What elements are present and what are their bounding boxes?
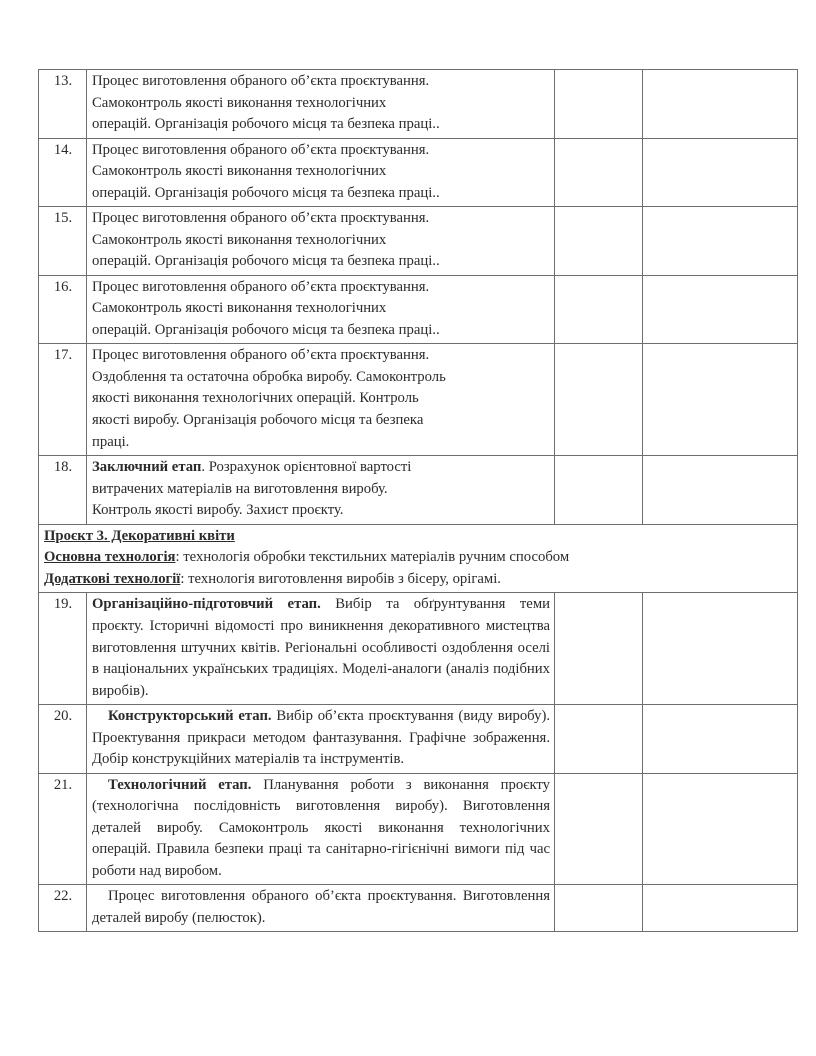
stage-label: Організаційно-підготовчий етап. [92,596,321,613]
row-empty-cell-c[interactable] [643,593,798,705]
desc-paragraph [92,706,550,771]
desc-text: Вибір та обґрунтування теми проєкту. Історичні відомості про виникнення декоративного мистецтва виготовлення штучних квітів. Регіональні особливості оздоблення оселі в національних українських традиціях. Моделі-аналоги (аналіз подібних виробів). [92,596,550,699]
desc-line: Процес виготовлення обраного об’єкта проєктування. [92,73,430,89]
desc-line: Процес виготовлення обраного об’єкта проєктування. [92,278,430,295]
row-empty-cell-b[interactable] [555,275,643,344]
row-number: 19. [39,593,87,705]
desc-line: Самоконтроль якості виконання технологічних [92,231,387,248]
row-empty-cell-b[interactable] [555,593,643,705]
row-empty-cell-c[interactable] [643,275,798,344]
main-technology-label: Основна технологія [44,549,176,566]
row-description [87,705,555,774]
main-technology-line [44,547,793,569]
row-empty-cell-b[interactable] [555,705,643,774]
row-empty-cell-c[interactable] [643,70,798,139]
row-empty-cell-c[interactable] [643,773,798,885]
row-empty-cell-b[interactable] [555,456,643,525]
row-empty-cell-b[interactable] [555,138,643,207]
row-description [87,885,555,932]
desc-line: Процес виготовлення обраного об’єкта проєктування. [92,210,430,227]
row-number: 14. [39,138,87,207]
table-row [39,70,798,139]
stage-label: Заключний етап [92,459,202,476]
row-description [87,138,555,207]
row-number: 17. [39,344,87,456]
row-empty-cell-c[interactable] [643,885,798,932]
desc-line: операцій. Організація робочого місця та безпека праці.. [92,321,440,338]
desc-line: Оздоблення та остаточна обробка виробу. Самоконтроль [92,368,446,385]
desc-paragraph [92,886,550,929]
row-description [87,456,555,525]
desc-line: операцій. Організація робочого місця та безпека праці.. [92,184,440,201]
table-row [39,275,798,344]
row-description [87,773,555,885]
row-description [87,344,555,456]
table-row [39,207,798,276]
row-empty-cell-c[interactable] [643,138,798,207]
section-title: Проєкт 3. Декоративні квіти [44,527,235,544]
stage-label: Технологічний етап. [108,776,252,793]
row-description [87,275,555,344]
row-description [87,593,555,705]
desc-line: операцій. Організація робочого місця та безпека праці.. [92,253,440,270]
main-technology-value: : технологія обробки текстильних матеріалів ручним способом [175,549,570,566]
desc-line: операцій. Організація робочого місця та безпека праці.. [92,116,440,133]
row-empty-cell-b[interactable] [555,773,643,885]
desc-line: витрачених матеріалів на виготовлення виробу. [92,480,388,497]
table-row [39,344,798,456]
desc-line: Процес виготовлення обраного об’єкта проєктування. [92,347,430,364]
table-row [39,456,798,525]
desc-line: Самоконтроль якості виконання технологічних [92,163,387,180]
row-number: 18. [39,456,87,525]
desc-text: Вибір об’єкта проєктування (виду виробу). Проектування прикраси методом фантазування. Графічне зображення. Добір конструкційних матеріалів та інструментів. [92,708,551,768]
desc-text: Процес виготовлення обраного об’єкта проєктування. Виготовлення деталей виробу (пелюсток). [92,888,550,926]
table-row [39,593,798,705]
extra-technology-line [44,569,793,591]
desc-line: якості виробу. Організація робочого місця та безпека [92,411,424,428]
desc-line: Процес виготовлення обраного об’єкта проєктування. [92,141,430,158]
table-row [39,138,798,207]
desc-line: Самоконтроль якості виконання технологічних [92,94,387,111]
row-description [87,207,555,276]
desc-line: Контроль якості виробу. Захист проєкту. [92,502,344,519]
row-empty-cell-b[interactable] [555,207,643,276]
row-empty-cell-c[interactable] [643,456,798,525]
table-row [39,773,798,885]
desc-line: праці. [92,433,130,450]
row-description [87,70,555,139]
row-empty-cell-c[interactable] [643,344,798,456]
section-header-row [39,524,798,593]
row-empty-cell-c[interactable] [643,207,798,276]
row-empty-cell-b[interactable] [555,70,643,139]
desc-text: Планування роботи з виконання проєкту (технологічна послідовність виготовлення виробу). Виготовлення деталей виробу. Самоконтроль якості виконання технологічних операцій. Правила безпеки праці та санітарно-гігієнічні вимоги під час роботи над виробом. [92,776,551,879]
row-number: 13. [39,70,87,139]
table-row [39,705,798,774]
row-number: 16. [39,275,87,344]
row-empty-cell-b[interactable] [555,885,643,932]
extra-technology-label: Додаткові технології [44,570,181,587]
row-number: 20. [39,705,87,774]
desc-text: . Розрахунок орієнтовної вартості [201,459,412,476]
desc-paragraph [92,775,550,883]
row-number: 21. [39,773,87,885]
stage-label: Конструкторський етап. [108,708,272,725]
table-row [39,885,798,932]
section-header [39,524,798,593]
row-empty-cell-c[interactable] [643,705,798,774]
row-number: 22. [39,885,87,932]
project-stages-table [38,69,798,932]
row-number: 15. [39,207,87,276]
desc-line [92,457,550,479]
desc-paragraph [92,594,550,702]
desc-line: Самоконтроль якості виконання технологічних [92,300,387,317]
row-empty-cell-b[interactable] [555,344,643,456]
extra-technology-value: : технологія виготовлення виробів з бісеру, орігамі. [180,570,501,587]
desc-line: якості виконання технологічних операцій. Контроль [92,390,419,407]
